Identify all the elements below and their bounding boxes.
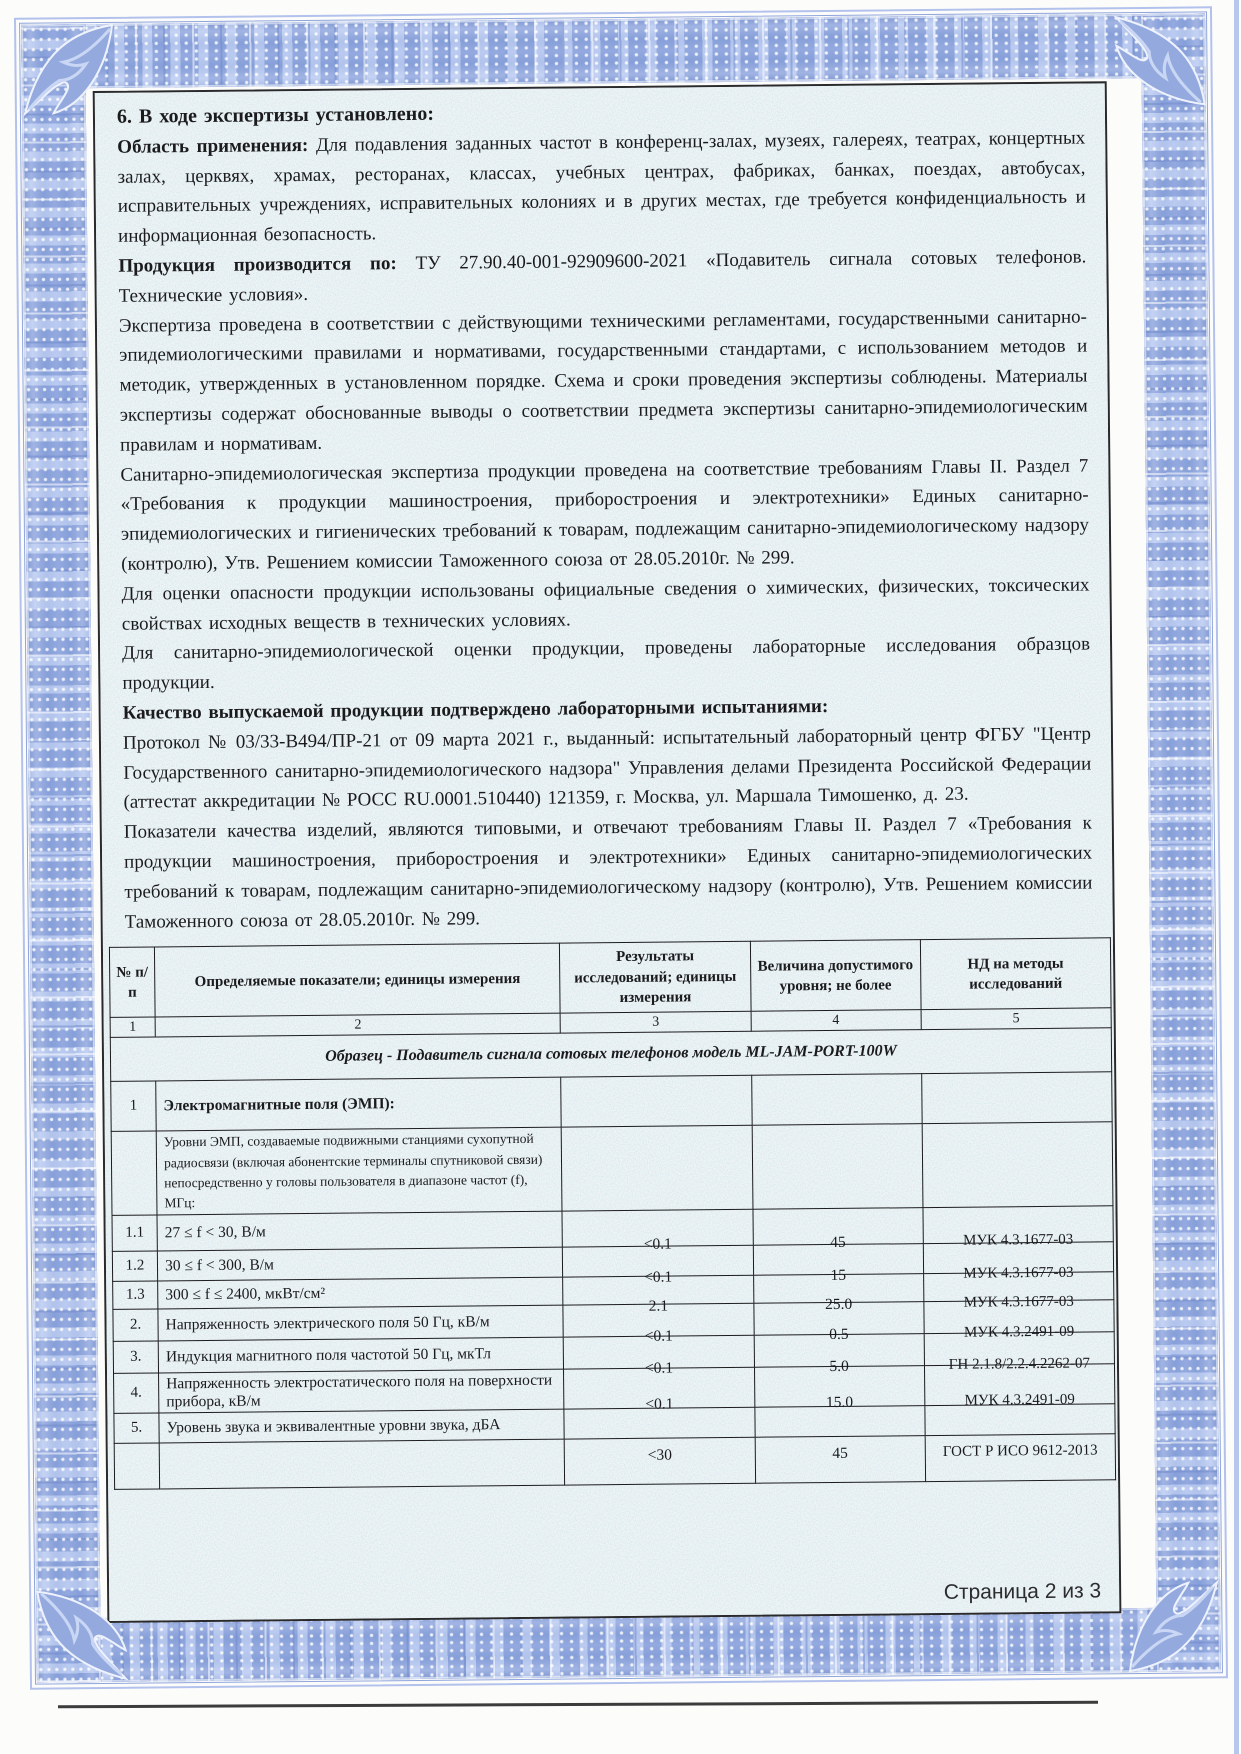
indicator-label: Индукция магнитного поля частотой 50 Гц, мкТл <box>158 1337 564 1373</box>
nd-method: МУК 4.3.1677-03 <box>923 1272 1113 1302</box>
nd-method: МУК 4.3.2491-09 <box>924 1300 1115 1334</box>
paragraph-produced-by <box>118 242 1087 311</box>
row-number: 1.1 <box>112 1215 157 1251</box>
corner-ornament-icon <box>1110 10 1209 109</box>
indicator-label: 300 ≤ f ≤ 2400, мкВт/см² <box>158 1277 564 1309</box>
indicator-label: Напряженность электрического поля 50 Гц, кВ/м <box>158 1305 564 1341</box>
paragraph-protocol <box>123 719 1092 818</box>
limit-value <box>751 1074 922 1126</box>
paragraph-lead: Качество выпускаемой продукции подтверждено лабораторными испытаниями: <box>122 695 829 724</box>
paragraph-text: Протокол № 03/33-В494/ПР-21 от 09 марта 2021 г., выданный: испытательный лабораторный центр ФГБУ "Центр Государственного санитарно-эпидемиологического надзора" Управления делами Президента Российской Федерации (аттестат аккредитации № РОСС RU.0001.510440) 121359, г. Москва, ул. Маршала Тимошенко, д. 23. <box>122 723 1092 814</box>
section-heading: 6. В ходе экспертизы установлено: <box>116 102 435 128</box>
results-table <box>109 938 1116 1491</box>
limit-value: 15 <box>753 1244 923 1276</box>
paragraph-expertise-compliance <box>120 451 1089 579</box>
result-value <box>561 1076 752 1128</box>
limit-value: 0.5 <box>754 1302 924 1336</box>
nd-method: ГОСТ Р ИСО 9612-2013 <box>925 1404 1115 1436</box>
result-value: <0.1 <box>563 1246 753 1278</box>
limit-value: 15.0 <box>754 1366 925 1408</box>
border-band-right <box>1141 13 1221 1672</box>
column-number: 4 <box>751 1010 921 1032</box>
col-header-limit: Величина допустимого уровня; не более <box>750 940 921 1012</box>
limit-value: 45 <box>755 1406 925 1438</box>
row-number: 5. <box>114 1413 159 1443</box>
paragraph-lead: Продукция производится по: <box>118 253 397 277</box>
result-value: <0.1 <box>563 1304 753 1338</box>
indicator-label: 27 ≤ f < 30, В/м <box>157 1211 563 1251</box>
col-header-results: Результаты исследований; единицы измерения <box>560 942 751 1014</box>
corner-ornament-icon <box>18 21 117 120</box>
paragraph-text: Экспертиза проведена в соответствии с действующими техническими регламентами, государственными санитарно-эпидемиологическими правилами и нормативами, государственными стандартами, с использованием методов и методик, утвержденных в установленном порядке. Схема и сроки проведения экспертизы соблюдены. Материалы экспертизы содержат обоснованные выводы о соответствии предмета экспертизы санитарно-эпидемиологическим правилам и нормативам. <box>118 306 1088 456</box>
table-spacer-row <box>114 1434 1115 1490</box>
limit-value: 5.0 <box>754 1334 924 1368</box>
paragraph-expertise-procedure <box>119 302 1088 460</box>
result-value: <30 <box>564 1408 754 1440</box>
empty-cell <box>114 1443 159 1489</box>
table-header-row <box>109 938 1111 1018</box>
border-band-left <box>21 24 101 1683</box>
col-header-num: № п/п <box>109 947 155 1017</box>
indicator-label: Напряженность электростатического поля на поверхности прибора, кВ/м <box>159 1369 565 1413</box>
nd-method <box>922 1122 1113 1208</box>
nd-method: МУК 4.3.1677-03 <box>923 1206 1114 1244</box>
row-number: 1.3 <box>113 1281 158 1309</box>
paragraph-hazard-assessment <box>121 570 1090 639</box>
empty-cell <box>159 1439 565 1489</box>
indicator-label: Электромагнитные поля (ЭМП): <box>156 1077 562 1131</box>
col-header-nd: НД на методы исследований <box>920 938 1111 1010</box>
scan-right-edge-strip <box>1234 0 1239 1754</box>
col-header-indicators: Определяемые показатели; единицы измерения <box>154 943 560 1017</box>
limit-value <box>752 1124 923 1210</box>
limit-value: 45 <box>753 1208 923 1246</box>
border-band-top <box>21 13 1206 88</box>
nd-method: ГН 2.1.8/2.2.4.2262-07 <box>924 1332 1115 1366</box>
result-value: <0.1 <box>564 1368 755 1410</box>
row-number: 2. <box>113 1309 158 1341</box>
result-value: <0.1 <box>564 1336 754 1370</box>
paragraph-text: Показатели качества изделий, являются типовыми, и отвечают требованиям Главы II. Раздел 7 «Требования к продукции машиностроения, приборостроения и электротехники» Единых санитарно-эпидемиологических требований к товарам, подлежащим санитарно-эпидемиологическому надзору (контролю), Утв. Решением комиссии Таможенного союза от 28.05.2010г. № 299. <box>123 812 1093 933</box>
result-value: 2.1 <box>563 1276 753 1306</box>
row-number: 1 <box>111 1081 157 1131</box>
result-value: <0.1 <box>562 1210 753 1248</box>
paragraph-application-area <box>117 123 1086 251</box>
nd-method: МУК 4.3.2491-09 <box>924 1364 1115 1406</box>
paragraph-text: Санитарно-эпидемиологическая экспертиза продукции проведена на соответствие требованиям Главы II. Раздел 7 «Требования к продукции машиностроения, приборостроения и электротехники» Единых санитарно-эпидемиологических и гигиенических требований к товарам, подлежащим санитарно-эпидемиологическому надзору (контролю), Утв. Решением комиссии Таможенного союза от 28.05.2010г. № 299. <box>120 455 1090 575</box>
paragraph-text: Для оценки опасности продукции использованы официальные сведения о химических, физических, токсических свойствах исходных веществ в технических условиях. <box>121 574 1090 635</box>
row-number: 1.2 <box>112 1251 157 1281</box>
column-number: 5 <box>921 1008 1111 1030</box>
result-value <box>562 1126 753 1212</box>
scanner-edge-line <box>58 1701 1098 1709</box>
table-row <box>111 1122 1113 1216</box>
indicator-label: Уровни ЭМП, создаваемые подвижными станциями сухопутной радиосвязи (включая абонентские терминалы спутниковой связи) непосредственно у головы пользователя в диапазоне частот (f), МГц: <box>156 1127 562 1215</box>
column-number: 2 <box>155 1013 561 1037</box>
nd-method <box>921 1072 1112 1124</box>
nd-method: МУК 4.3.1677-03 <box>923 1242 1113 1274</box>
document-content-box <box>93 81 1122 1623</box>
paragraph-text: Для санитарно-эпидемиологической оценки продукции, проведены лабораторные исследования образцов продукции. <box>122 633 1091 694</box>
paragraph-lab-research <box>122 630 1091 699</box>
document-body <box>95 83 1118 1490</box>
indicator-label: 30 ≤ f < 300, В/м <box>157 1247 563 1281</box>
row-number <box>111 1131 157 1215</box>
row-number: 3. <box>113 1341 158 1373</box>
scanned-sheet <box>14 6 1228 1689</box>
corner-ornament-icon <box>1125 1576 1224 1675</box>
column-number: 3 <box>561 1012 751 1034</box>
paragraph-quality-indicators <box>124 809 1093 937</box>
corner-ornament-icon <box>33 1587 132 1686</box>
indicator-label: Уровень звука и эквивалентные уровни звука, дБА <box>159 1409 565 1443</box>
paragraph-text: Для подавления заданных частот в конференц-залах, музеях, галереях, театрах, концертных залах, церквях, храмах, ресторанах, классах, учебных центрах, фабриках, банках, поездах, автобусах, исправительных учреждениях, исправительных колониях и в других местах, где требуется конфиденциальность и информационная безопасность. <box>117 127 1086 247</box>
row-number: 4. <box>114 1373 159 1413</box>
paragraph-text: ТУ 27.90.40-001-92909600-2021 «Подавитель сигнала сотовых телефонов. Технические условия». <box>118 246 1087 307</box>
column-number: 1 <box>110 1017 155 1037</box>
paragraph-lead: Область применения: <box>117 134 309 158</box>
limit-value: 25.0 <box>753 1274 923 1304</box>
sample-caption: Образец - Подавитель сигнала сотовых телефонов модель ML-JAM-PORT-100W <box>110 1028 1111 1082</box>
page-number-label: Страница 2 из 3 <box>943 1579 1102 1604</box>
